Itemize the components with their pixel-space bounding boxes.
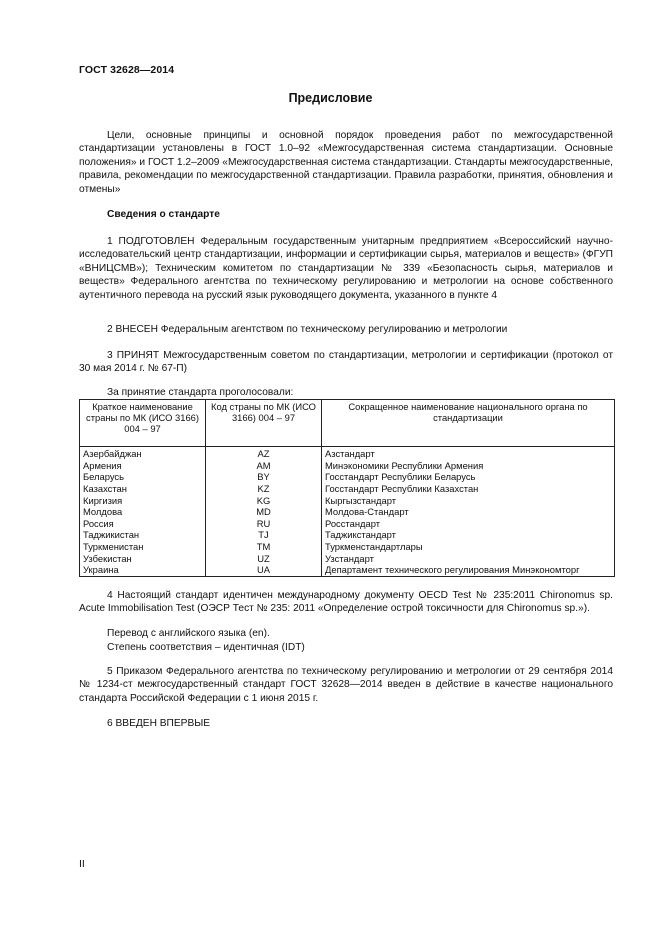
standards-body-cell: Туркменстандартлары <box>322 541 615 553</box>
voting-table <box>79 399 615 577</box>
country-code-cell: AM <box>206 460 322 472</box>
paragraph-5-enacted: 5 Приказом Федерального агентства по техническому регулированию и метрологии от 29 сентября 2014 № 1234-ст межгосударственный стандарт ГОСТ 32628—2014 введен в действие в качестве национального стандарта Российской Федерации с 1 июня 2015 г. <box>79 666 613 704</box>
country-code-cell: UZ <box>206 552 322 564</box>
standards-body-cell: Таджикстандарт <box>322 529 615 541</box>
country-name-cell: Азербайджан <box>80 447 206 460</box>
page-number: II <box>79 858 85 870</box>
voting-table-header-row <box>80 400 615 447</box>
standards-body-cell: Азстандарт <box>322 447 615 460</box>
country-name-cell: Туркменистан <box>80 541 206 553</box>
paragraph-3-adopted: 3 ПРИНЯТ Межгосударственным советом по стандартизации, метрологии и сертификации (протокол от 30 мая 2014 г. № 67-П) <box>79 350 613 375</box>
translation-note: Перевод с английского языка (en). <box>107 628 270 639</box>
table-row <box>80 541 615 553</box>
voting-caption: За принятие стандарта проголосовали: <box>107 387 294 398</box>
table-row <box>80 460 615 472</box>
table-row <box>80 494 615 506</box>
table-row <box>80 447 615 460</box>
table-row <box>80 529 615 541</box>
standards-body-cell: Минэкономики Республики Армения <box>322 460 615 472</box>
section-heading: Сведения о стандарте <box>107 209 220 220</box>
paragraph-4-identical: 4 Настоящий стандарт идентичен международному документу OECD Test № 235:2011 Chironomus sp. Acute Immobilisation Test (ОЭСР Тест № 235: 2011 «Определение острой токсичности для Chironomus sp.»). <box>79 590 613 615</box>
page-title: Предисловие <box>288 91 373 105</box>
country-code-cell: RU <box>206 518 322 530</box>
country-code-cell: BY <box>206 471 322 483</box>
column-header-standards-body: Сокращенное наименование национального органа по стандартизации <box>322 400 615 447</box>
country-code-cell: TM <box>206 541 322 553</box>
country-name-cell: Таджикистан <box>80 529 206 541</box>
country-name-cell: Армения <box>80 460 206 472</box>
paragraph-6-first-introduced: 6 ВВЕДЕН ВПЕРВЫЕ <box>107 718 211 729</box>
table-row <box>80 483 615 495</box>
table-row <box>80 518 615 530</box>
country-code-cell: MD <box>206 506 322 518</box>
country-name-cell: Молдова <box>80 506 206 518</box>
standards-body-cell: Кыргызстандарт <box>322 494 615 506</box>
standards-body-cell: Госстандарт Республики Казахстан <box>322 483 615 495</box>
paragraph-2-introduced: 2 ВНЕСЕН Федеральным агентством по техническому регулированию и метрологии <box>107 324 508 335</box>
paragraph-1-prepared: 1 ПОДГОТОВЛЕН Федеральным государственным унитарным предприятием «Всероссийский научно-исследовательский центр стандартизации, информации и сертификации сырья, материалов и веществ» (ФГУП «ВНИЦСМВ»); Техническим комитетом по стандартизации № 339 «Безопасность сырья, материалов и веществ» Федерального агентства по техническому регулированию и метрологии на основе собственного аутентичного перевода на русский язык руководящего документа, указанного в пункте 4 <box>79 236 613 301</box>
standards-body-cell: Молдова-Стандарт <box>322 506 615 518</box>
country-code-cell: TJ <box>206 529 322 541</box>
conformity-degree-note: Степень соответствия – идентичная (IDT) <box>107 642 305 653</box>
country-name-cell: Россия <box>80 518 206 530</box>
standards-body-cell: Госстандарт Республики Беларусь <box>322 471 615 483</box>
country-name-cell: Беларусь <box>80 471 206 483</box>
country-code-cell: AZ <box>206 447 322 460</box>
standards-body-cell: Узстандарт <box>322 552 615 564</box>
standards-body-cell: Росстандарт <box>322 518 615 530</box>
table-row <box>80 506 615 518</box>
column-header-country-name: Краткое наименование страны по МК (ИСО 3166) 004 – 97 <box>80 400 206 447</box>
country-code-cell: KG <box>206 494 322 506</box>
table-row <box>80 471 615 483</box>
standards-body-cell: Департамент технического регулирования Минэкономторг <box>322 564 615 576</box>
document-code-header: ГОСТ 32628—2014 <box>79 64 175 76</box>
table-row <box>80 564 615 576</box>
country-name-cell: Киргизия <box>80 494 206 506</box>
country-name-cell: Узбекистан <box>80 552 206 564</box>
country-name-cell: Украина <box>80 564 206 576</box>
country-code-cell: KZ <box>206 483 322 495</box>
intro-paragraph: Цели, основные принципы и основной порядок проведения работ по межгосударственной стандартизации установлены в ГОСТ 1.0–92 «Межгосударственная система стандартизации. Основные положения» и ГОСТ 1.2–2009 «Межгосударственная система стандартизации. Стандарты межгосударственные, правила, рекомендации по межгосударственной стандартизации. Правила разработки, принятия, обновления и отмены» <box>79 130 613 195</box>
country-name-cell: Казахстан <box>80 483 206 495</box>
column-header-country-code: Код страны по МК (ИСО 3166) 004 – 97 <box>206 400 322 447</box>
country-code-cell: UA <box>206 564 322 576</box>
table-row <box>80 552 615 564</box>
